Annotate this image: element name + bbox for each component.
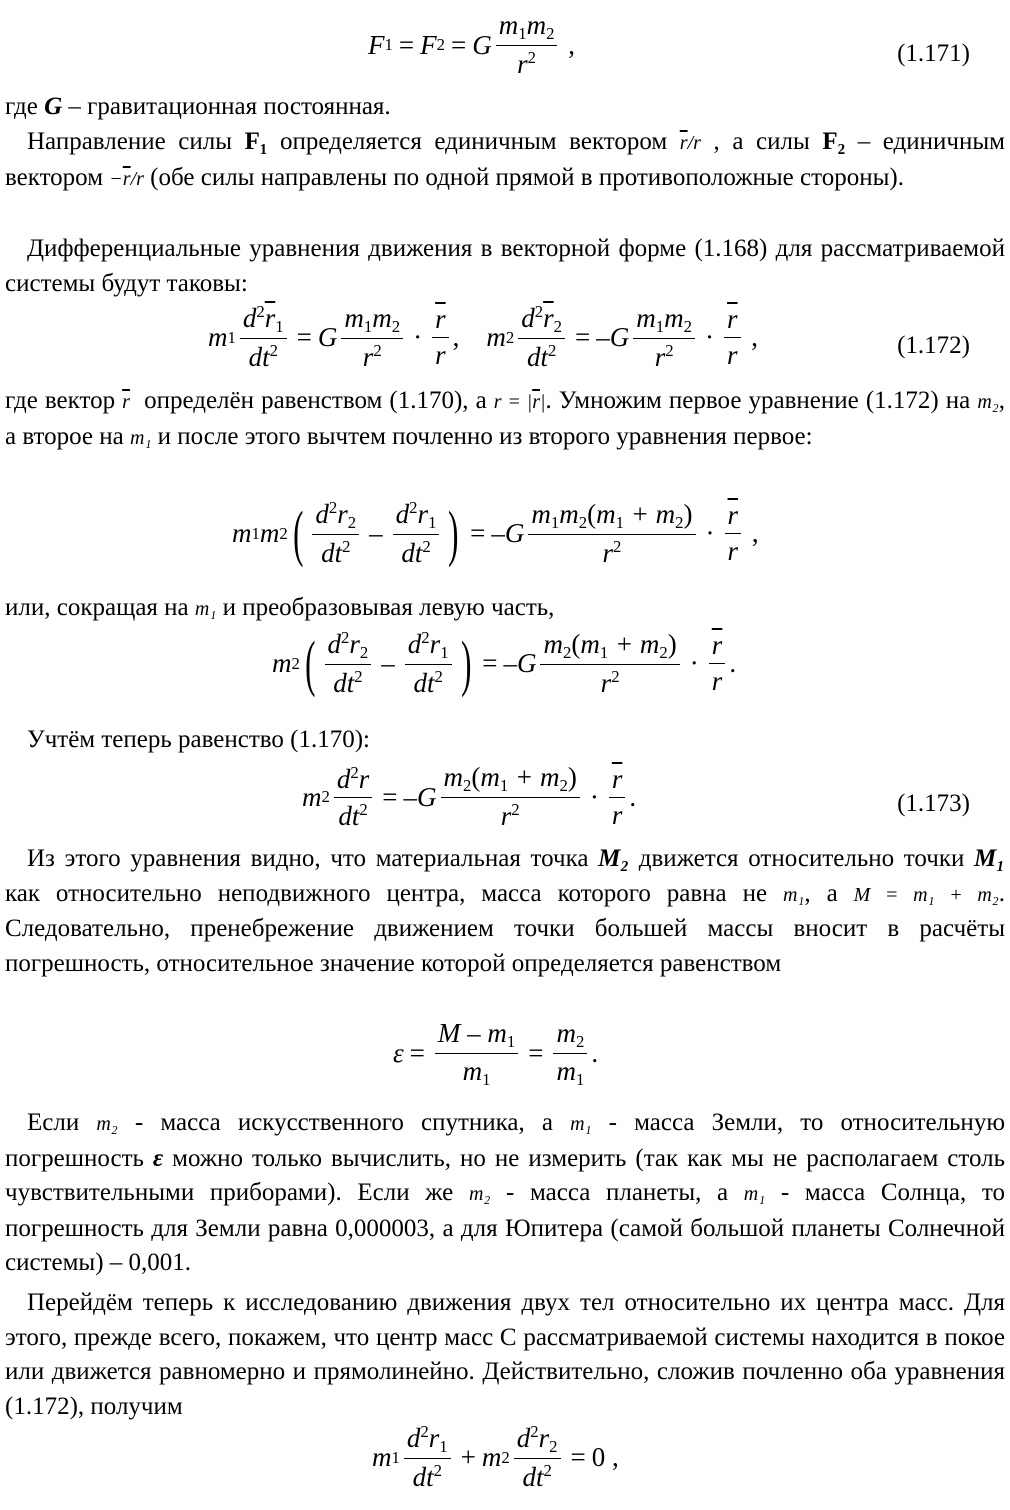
equation-reduced: m 2 ( $\frac{d^2r_2}{dt^2}$ – $\frac{d^2r_1}{dt^2}$ ) = –G $\frac{m_2(m_1 + m_2)}{r^2}$ · $\frac{\overline{r}}{r}$ . — [272, 628, 737, 699]
equation-number: (1.172) — [897, 332, 970, 359]
equation-number: (1.171) — [897, 40, 970, 67]
equation-subtraction: m 1 m 2 ( $\frac{d^2r_2}{dt^2}$ – $\frac{d^2r_1}{dt^2}$ ) = –G $\frac{m_1m_2(m_1 + m_2)}{r^2}$ · $\frac{\overline{r}}{r}$ , — [232, 498, 759, 569]
paragraph-6 — [5, 723, 1005, 758]
paragraph-6-text: Учтём теперь равенство (1.170): — [27, 726, 370, 753]
paragraph-3: Дифференциальные уравнения движения в векторной форме (1.168) для рассматриваемой системы будут таковы: — [5, 235, 1005, 297]
equation-1-173: m 2 $\frac{d^2r}{dt^2}$ = –G $\frac{m_2(m_1 + m_2)}{r^2}$ · $\frac{\overline{r}}{r}$ . (1.173) — [302, 762, 970, 832]
equation-epsilon: ε = $\frac{M - m_1}{m_1}$ = $\frac{m_2}{m_1}$ . — [393, 1018, 599, 1090]
equation-1-171: F 1 = F 2 = G $\frac{m_1m_2}{r^2}$ , (1.171) — [368, 10, 970, 80]
paragraph-1: где G – гравитационная постоянная. — [5, 93, 391, 120]
paragraph-2: Направление силы F₁ определяется единичным вектором $\overline{r}/r$ , а силы F₂ – единичным вектором $-\overline{r}/r$ (обе силы направлены по одной прямой в противоположные стороны). — [5, 128, 1005, 191]
paragraph-7: Из этого уравнения видно, что материальная точка M₂ движется относительно точки M₁ как относительно неподвижного центра, масса которого равна не m₁, а M = m₁ + m₂. Следовательно, пренебрежение движением точки большей массы вносит в расчёты погрешность, относительное значение которой определяется равенством — [5, 845, 1005, 977]
paragraph-8: Если m₂ - масса искусственного спутника, а m₁ - масса Земли, то относительную погрешность ε можно только вычислить, но не измерить (так как мы не располагаем столь чувствительными приборами). Если же m₂ - масса планеты, а m₁ - масса Солнца, то погрешность для Земли равна 0,000003, а для Юпитера (самой большой планеты Солнечной системы) – 0,001. — [5, 1109, 1005, 1276]
paragraph-9: Перейдём теперь к исследованию движения двух тел относительно их центра масс. Для этого, прежде всего, покажем, что центр масс С рассматриваемой системы находится в покое или движется равномерно и прямолинейно. Действительно, сложив почленно оба уравнения (1.172), получим — [5, 1289, 1005, 1420]
paragraph-5: или, сокращая на m₁ и преобразовывая левую часть, — [5, 594, 555, 621]
equation-1-172: m 1 $\frac{d^2\overline{r}_1}{dt^2}$ = G $\frac{m_1m_2}{r^2}$ · $\frac{\overline{r}}{r}$ , m 2 $\frac{d^2\overline{r}_2}{dt^2}$ = –G $\frac{m_1m_2}{r^2}$ · $\frac{\overline{r}}{r}$ , (1.172) — [208, 302, 970, 373]
equation-number: (1.173) — [897, 790, 970, 817]
paragraph-4: где вектор $\overline{r}$ определён равенством (1.170), а $r = |\overline{r}|$. Умножим первое уравнение (1.172) на m₂, а второе на m₁ и после этого вычтем почленно из второго уравнения первое: — [5, 387, 1005, 450]
equation-sum: m 1 $\frac{d^2r_1}{dt^2}$ + m 2 $\frac{d^2r_2}{dt^2}$ = 0 , — [372, 1422, 619, 1493]
